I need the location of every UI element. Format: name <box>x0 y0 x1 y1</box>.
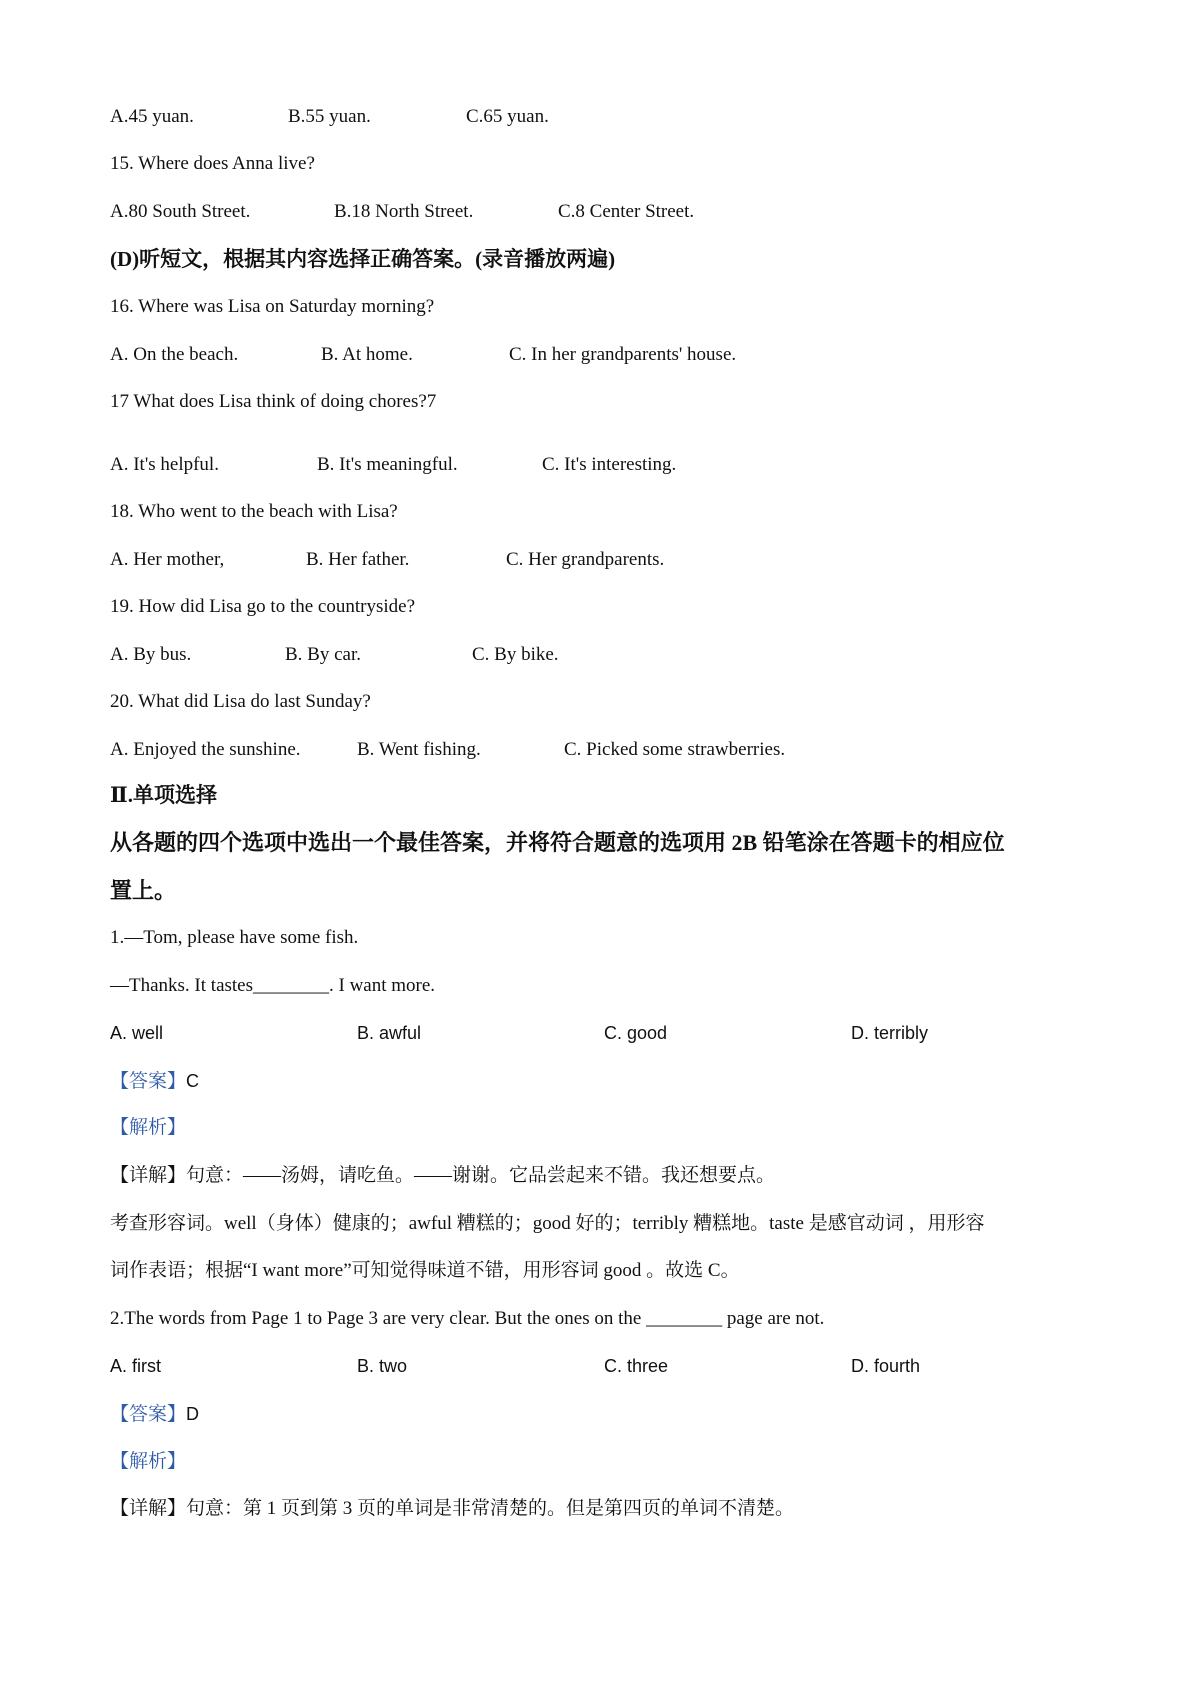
q17-option-a: A. It's helpful. <box>110 454 219 475</box>
q20-option-b: B. Went fishing. <box>357 739 481 760</box>
q19-option-b: B. By car. <box>285 644 361 665</box>
item2-analysis-tag: 【解析】 <box>110 1451 187 1472</box>
item2-detail: 【详解】句意：第 1 页到第 3 页的单词是非常清楚的。但是第四页的单词不清楚。 <box>110 1498 795 1519</box>
q20-option-c: C. Picked some strawberries. <box>564 739 786 760</box>
part2-title: Ⅱ.单项选择 <box>110 783 217 807</box>
q17-option-c: C. It's interesting. <box>542 454 677 475</box>
item1-line2: —Thanks. It tastes________. I want more. <box>110 975 436 996</box>
q15-option-b: B.18 North Street. <box>334 201 474 222</box>
q20-option-a: A. Enjoyed the sunshine. <box>110 739 301 760</box>
answer-tag: 【答案】 <box>110 1404 187 1425</box>
q19-option-a: A. By bus. <box>110 644 192 665</box>
item1-line1: 1.—Tom, please have some fish. <box>110 927 359 948</box>
item1-option-c: C. good <box>604 1023 668 1043</box>
q15-option-a: A.80 South Street. <box>110 201 251 222</box>
item1-explain-line1: 考查形容词。well（身体）健康的；awful 糟糕的；good 好的；terribly 糟糕地。taste 是感官动词 ，用形容 <box>110 1213 985 1234</box>
item1-explain-line2: 词作表语；根据“I want more”可知觉得味道不错，用形容词 good 。故选 C。 <box>110 1260 740 1281</box>
part2-instruction-line2: 置上。 <box>110 878 177 903</box>
item1-option-d: D. terribly <box>851 1023 929 1043</box>
q18-option-b: B. Her father. <box>306 549 410 570</box>
part2-instruction-line1: 从各题的四个选项中选出一个最佳答案，并将符合题意的选项用 2B 铅笔涂在答题卡的相应位 <box>110 830 1005 855</box>
q17-option-b: B. It's meaningful. <box>317 454 458 475</box>
item1-option-b: B. awful <box>357 1023 422 1043</box>
q19-question: 19. How did Lisa go to the countryside? <box>110 596 416 617</box>
answer-value: D <box>186 1404 200 1424</box>
q18-option-c: C. Her grandparents. <box>506 549 665 570</box>
q15-option-c: C.8 Center Street. <box>558 201 695 222</box>
q15-question: 15. Where does Anna live? <box>110 153 315 174</box>
q17-question: 17 What does Lisa think of doing chores?7 <box>110 391 437 412</box>
item2-option-b: B. two <box>357 1356 408 1376</box>
item1-analysis-tag: 【解析】 <box>110 1117 187 1138</box>
item2-answer <box>110 1402 199 1427</box>
q19-option-c: C. By bike. <box>472 644 559 665</box>
answer-value: C <box>186 1071 200 1091</box>
q18-option-a: A. Her mother, <box>110 549 225 570</box>
section-d-heading: (D)听短文，根据其内容选择正确答案。(录音播放两遍) <box>110 247 616 271</box>
q18-question: 18. Who went to the beach with Lisa? <box>110 501 398 522</box>
item1-detail: 【详解】句意：——汤姆，请吃鱼。——谢谢。它品尝起来不错。我还想要点。 <box>110 1165 776 1186</box>
item2-option-a: A. first <box>110 1356 162 1376</box>
q16-option-a: A. On the beach. <box>110 344 239 365</box>
item1-option-a: A. well <box>110 1023 164 1043</box>
q14-option-b: B.55 yuan. <box>288 106 371 127</box>
item2-option-d: D. fourth <box>851 1356 921 1376</box>
item1-answer <box>110 1069 199 1094</box>
answer-tag: 【答案】 <box>110 1071 187 1092</box>
q16-question: 16. Where was Lisa on Saturday morning? <box>110 296 435 317</box>
q14-option-c: C.65 yuan. <box>466 106 549 127</box>
q16-option-c: C. In her grandparents' house. <box>509 344 737 365</box>
item2-option-c: C. three <box>604 1356 669 1376</box>
q20-question: 20. What did Lisa do last Sunday? <box>110 691 371 712</box>
q14-option-a: A.45 yuan. <box>110 106 194 127</box>
item2-line1: 2.The words from Page 1 to Page 3 are very clear. But the ones on the ________ page are not. <box>110 1308 825 1329</box>
q16-option-b: B. At home. <box>321 344 413 365</box>
